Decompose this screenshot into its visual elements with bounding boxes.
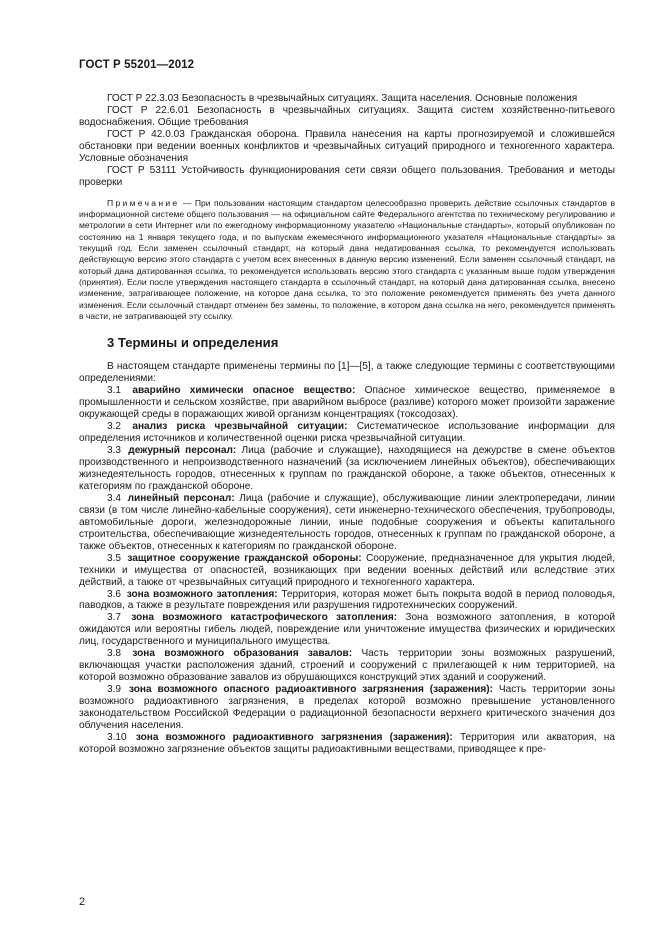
term-definition bbox=[79, 684, 615, 732]
term-definition bbox=[79, 648, 615, 684]
term-text: Часть территории зоны возможного радиоактивного загрязнения, в пределах которой возможно превышение установленного законодательством Российской Федерации о радиационной безопасности верхнего критического значения доз облучения населения. bbox=[79, 684, 615, 731]
note-text: — При пользовании настоящим стандартом целесообразно проверить действие ссылочных стандартов в информационной системе общего пользования — на официальном сайте Федерального агентства по техническому регулированию и метрологии в сети Интернет или по ежегодному информационному указателю «Национальные стандарты», который опубликован по состоянию на 1 января текущего года, и по выпускам ежемесячного информационного указателя «Национальные стандарты» за текущий год. Если заменен ссылочный стандарт, на который дана недатированная ссылка, то рекомендуется использовать действующую версию этого стандарта с учетом всех внесенных в данную версию изменений. Если заменен ссылочный стандарт, на который дана датированная ссылка, то рекомендуется использовать версию этого стандарта с указанным выше годом утверждения (принятия). Если после утверждения настоящего стандарта в ссылочный стандарт, на который дана датированная ссылка, внесено изменение, затрагивающее положение, на которое дана ссылка, то это положение рекомендуется применять без учета данного изменения. Если ссылочный стандарт отменен без замены, то положение, в котором дана ссылка на него, рекомендуется применять в части, не затрагивающей эту ссылку. bbox=[79, 197, 615, 322]
term-name: зона возможного опасного радиоактивного загрязнения (заражения): bbox=[128, 684, 493, 696]
term-definition bbox=[79, 589, 615, 613]
term-text: Опасное химическое вещество, применяемое в промышленности и сельском хозяйстве, при аварийном выбросе (разливе) которого может произойти заражение окружающей среды в поражающих живой организм концентрациях (токсодозах). bbox=[79, 385, 615, 421]
term-name: зона возможного затопления: bbox=[126, 588, 278, 600]
term-text: Систематическое использование информации для определения источников и количественной оценки риска чрезвычайной ситуации. bbox=[79, 421, 616, 445]
term-text: Часть территории зоны возможных разрушений, включающая участки расположения зданий, строений и сооружений с прилегающей к ним территорией, на которой возможно образование завалов из обрушающихся конструкций этих зданий и сооружений. bbox=[79, 648, 615, 684]
term-number: 3.9 bbox=[107, 684, 122, 696]
reference-item: ГОСТ Р 22.6.01 Безопасность в чрезвычайных ситуациях. Защита систем хозяйственно-питьевого водоснабжения. Общие требования bbox=[79, 104, 615, 128]
term-definition bbox=[79, 493, 615, 553]
term-definition bbox=[79, 732, 615, 756]
term-name: дежурный персонал: bbox=[128, 445, 237, 457]
page-number: 2 bbox=[79, 896, 86, 908]
term-definition bbox=[79, 612, 615, 648]
term-name: защитное сооружение гражданской обороны: bbox=[127, 552, 362, 564]
term-text: Лица (рабочие и служащие), находящиеся на дежурстве в смене объектов производственного и непроизводственного назначений (за исключением линейных объектов), обеспечивающих жизнедеятельность городов, отнесенных к группам по гражданской обороне, а также объектов, отнесенных к категориям по гражданской обороне. bbox=[79, 445, 615, 492]
reference-item: ГОСТ Р 42.0.03 Гражданская оборона. Правила нанесения на карты прогнозируемой и сложившейся обстановки при ведении военных конфликтов и чрезвычайных ситуаций природного и техногенного характера. Условные обозначения bbox=[79, 128, 615, 164]
term-name: анализ риска чрезвычайной ситуации: bbox=[132, 421, 348, 433]
term-number: 3.5 bbox=[107, 552, 122, 564]
term-text: Зона возможного затопления, в которой ожидаются или вероятны гибель людей, повреждение или уничтожение имущества физических и юридических лиц, государственного и муниципального имущества. bbox=[79, 612, 615, 648]
section-intro: В настоящем стандарте применены термины по [1]—[5], а также следующие термины с соответствующими определениями: bbox=[79, 361, 615, 385]
reference-item: ГОСТ Р 22.3.03 Безопасность в чрезвычайных ситуациях. Защита населения. Основные положения bbox=[107, 93, 578, 104]
term-number: 3.2 bbox=[107, 421, 122, 433]
term-number: 3.4 bbox=[107, 492, 122, 504]
term-number: 3.7 bbox=[107, 612, 122, 624]
standard-header: ГОСТ Р 55201—2012 bbox=[79, 59, 195, 71]
note-label: Примечание bbox=[107, 197, 180, 208]
term-text: Сооружение, предназначенное для укрытия людей, техники и имущества от опасностей, возникающих при ведении военных действий или вследствие этих действий, а также от чрезвычайных ситуаций природного и техногенного характера. bbox=[79, 552, 616, 588]
term-name: зона возможного радиоактивного загрязнения (заражения): bbox=[135, 731, 453, 743]
term-number: 3.1 bbox=[107, 385, 122, 397]
term-name: зона возможного катастрофического затопления: bbox=[131, 612, 398, 624]
note-paragraph bbox=[79, 198, 615, 323]
term-definition bbox=[79, 421, 615, 445]
term-name: зона возможного образования завалов: bbox=[132, 648, 353, 660]
term-number: 3.3 bbox=[107, 445, 122, 457]
term-definition bbox=[79, 445, 615, 493]
term-text: Территория, которая может быть покрыта водой в период половодья, паводков, а также в результате повреждения или разрушения гидротехнических сооружений. bbox=[79, 588, 615, 612]
reference-item: ГОСТ Р 53111 Устойчивость функционирования сети связи общего пользования. Требования и методы проверки bbox=[79, 164, 615, 188]
term-text: Территория или акватория, на которой возможно загрязнение объектов защиты радиоактивными веществами, приводящее к пре- bbox=[79, 731, 615, 755]
term-number: 3.10 bbox=[107, 731, 127, 743]
term-name: линейный персонал: bbox=[127, 492, 235, 504]
term-text: Лица (рабочие и служащие), обслуживающие линии электропередачи, линии связи (в том числе линейно-кабельные сооружения), сети инженерно-технического обеспечения, трубопроводы, автомобильные дороги, железнодорожные линии, иные подобные сооружения и объекты капитального строительства, обеспечивающие жизнедеятельность городов, отнесенных к группам по гражданской обороне, а также объектов, отнесенных к категориям по гражданской обороне. bbox=[79, 492, 616, 552]
term-number: 3.6 bbox=[107, 588, 122, 600]
section-title: 3 Термины и определения bbox=[107, 335, 279, 351]
term-name: аварийно химически опасное вещество: bbox=[132, 385, 356, 397]
term-definition bbox=[79, 553, 615, 589]
term-definition bbox=[79, 385, 615, 421]
term-number: 3.8 bbox=[107, 648, 122, 660]
document-body bbox=[79, 93, 615, 756]
